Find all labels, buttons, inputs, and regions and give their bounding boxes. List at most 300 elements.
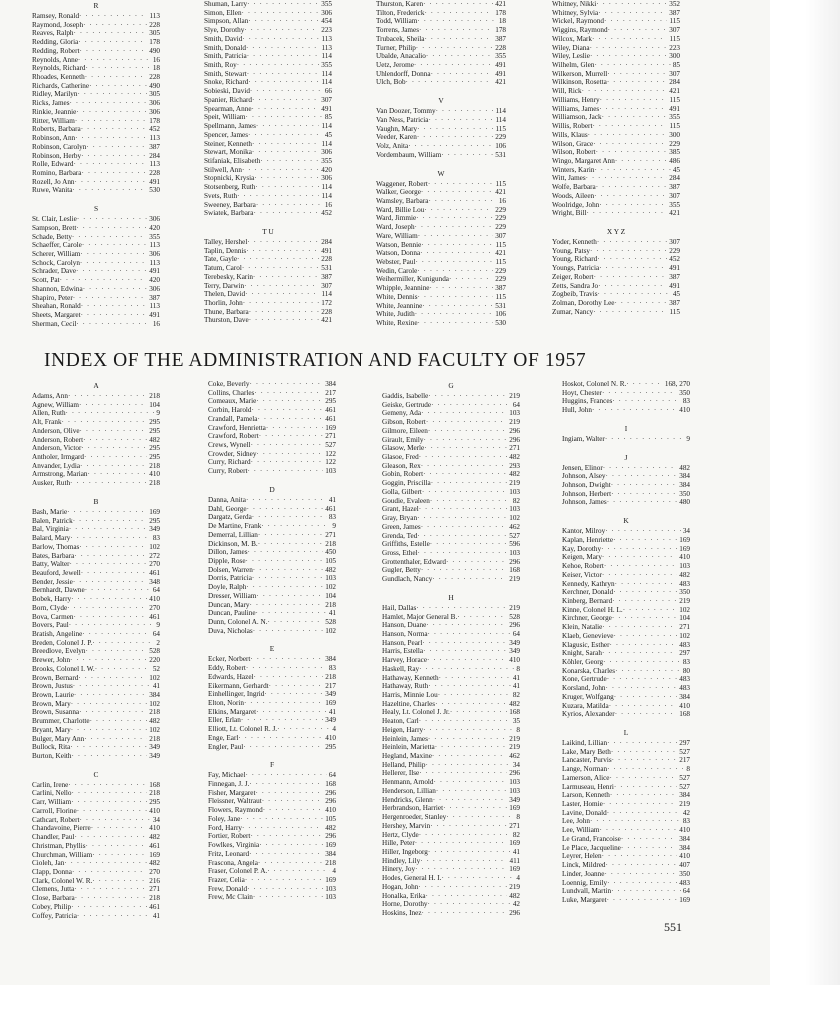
dot-leader [417, 17, 496, 26]
entry-name: Duncan, Mary [208, 600, 250, 609]
entry-name: Swiatek, Barbara [204, 209, 254, 218]
dot-leader [602, 571, 677, 580]
entry-name: Stotsenberg, Ruth [204, 183, 256, 192]
entry-name: Shapiro, Peter [32, 293, 73, 302]
entry-page: 271 [679, 623, 690, 632]
entry-name: Trubacek, Sheila [376, 34, 425, 43]
dot-leader [606, 472, 678, 481]
dot-leader [249, 308, 320, 317]
dot-leader [73, 294, 147, 303]
entry-page: 491 [669, 104, 680, 113]
index-entry [208, 867, 336, 876]
index-entry [32, 569, 160, 578]
entry-page: 300 [669, 130, 680, 139]
index-entry [32, 108, 160, 117]
index-entry [32, 534, 160, 543]
index-entry [204, 35, 332, 44]
index-entry [208, 450, 336, 459]
index-entry [376, 61, 506, 70]
index-entry [32, 311, 160, 320]
entry-page: 352 [669, 0, 680, 8]
dot-leader [81, 569, 148, 578]
dot-leader [247, 238, 319, 247]
entry-page: 384 [149, 691, 160, 699]
index-entry [32, 525, 160, 534]
dot-leader [79, 543, 147, 552]
entry-name: Batty, Walter [32, 560, 70, 569]
index-entry [208, 806, 336, 815]
entry-name: Carlini, Nello [32, 789, 72, 798]
dot-leader [250, 655, 323, 664]
index-entry [32, 894, 160, 903]
entry-name: Fisher, Margaret [208, 788, 256, 797]
dot-leader [252, 406, 324, 415]
index-entry [208, 734, 336, 743]
entry-name: Coffey, Patricia [32, 911, 77, 920]
entry-name: Healy, Lt. Colonel J. Jr. [382, 708, 450, 717]
dot-leader [421, 523, 508, 532]
entry-page: 169 [325, 875, 336, 884]
dot-leader [247, 467, 323, 476]
index-entry [32, 302, 160, 311]
entry-name: Hershey, Marvin [382, 821, 431, 830]
entry-name: Waggener, Robert [376, 179, 428, 188]
dot-leader [246, 113, 323, 122]
dot-leader [446, 813, 514, 822]
entry-page: 349 [509, 795, 520, 804]
dot-leader [418, 883, 507, 892]
dot-leader [85, 73, 148, 82]
dot-leader [242, 264, 319, 273]
dot-leader [80, 427, 148, 436]
entry-name: Watson, Donna [376, 249, 421, 258]
entry-page: 4 [332, 867, 336, 876]
entry-page: 85 [672, 61, 680, 70]
entry-name: Spellmann, James [204, 122, 256, 131]
index-entry [204, 157, 332, 166]
entry-page: 387 [495, 34, 506, 43]
entry-name: Brooks, Colonel I. W. [32, 664, 95, 673]
entry-page: 490 [149, 81, 160, 90]
entry-page: 410 [325, 733, 336, 742]
entry-name: Reaves, Ralph [32, 29, 74, 38]
entry-name: Dickinson, M. B. [208, 539, 258, 548]
dot-leader [594, 273, 668, 282]
index-entry [562, 817, 690, 826]
index-entry [208, 467, 336, 476]
entry-name: Johnson, James [562, 498, 607, 507]
dot-leader [603, 800, 677, 809]
entry-name: Hiller, Ingeborg [382, 847, 428, 856]
entry-name: Terebesky, Karin [204, 272, 253, 281]
entry-name: Anderson, Robert [32, 435, 84, 444]
entry-name: Speit, William [204, 113, 246, 122]
dot-leader [416, 44, 493, 53]
index-entry [382, 479, 520, 488]
dot-leader [613, 536, 677, 545]
dot-leader [612, 614, 677, 623]
dot-leader [246, 583, 323, 592]
entry-page: 114 [321, 290, 332, 299]
page-number: 551 [664, 920, 682, 934]
index-entry [382, 647, 520, 656]
index-entry [204, 192, 332, 201]
entry-name: Comeaux, Marie [208, 397, 257, 406]
entry-name: Harris, Estella [382, 647, 424, 656]
index-entry [382, 401, 520, 410]
dot-leader [256, 592, 323, 601]
entry-name: Simpson, Allan [204, 17, 249, 26]
entry-page: 80 [682, 666, 690, 675]
entry-page: 169 [509, 839, 520, 848]
entry-name: Luke, Margaret [562, 895, 607, 904]
dot-leader [417, 514, 507, 523]
entry-page: 114 [321, 122, 332, 131]
dot-leader [600, 96, 668, 105]
dot-leader [262, 797, 324, 806]
index-column [376, 0, 506, 328]
index-entry [382, 717, 520, 726]
entry-name: Youngs, Patricia [552, 264, 600, 273]
entry-page: 41 [512, 673, 520, 682]
dot-leader [77, 912, 151, 921]
section-spacer [562, 719, 690, 727]
entry-name: Johnson, Alsey [562, 472, 606, 481]
index-entry [382, 639, 520, 648]
entry-name: Ulch, Bob [376, 78, 406, 87]
entry-name: Anvander, Lydia [32, 461, 81, 470]
index-entry [32, 868, 160, 877]
dot-leader [83, 21, 147, 30]
dot-leader [250, 832, 323, 841]
dot-leader [615, 157, 667, 166]
entry-page: 355 [149, 232, 160, 241]
index-entry [382, 848, 520, 857]
dot-leader [246, 557, 324, 566]
index-entry [562, 553, 690, 562]
index-entry [32, 73, 160, 82]
entry-name: Enge, Earl [208, 733, 239, 742]
dot-leader [414, 61, 493, 70]
index-entry [32, 320, 160, 329]
entry-page: 228 [321, 307, 332, 316]
entry-page: 486 [669, 156, 680, 165]
entry-name: Sherman, Cecil [32, 319, 77, 328]
entry-name: Frazer, Celia [208, 875, 245, 884]
entry-name: Kaplan, Henriette [562, 535, 614, 544]
index-entry [562, 739, 690, 748]
dot-leader [254, 174, 319, 183]
index-entry [562, 861, 690, 870]
section-letter: R [93, 1, 99, 10]
dot-leader [434, 778, 508, 787]
dot-leader [252, 148, 319, 157]
dot-leader [421, 462, 507, 471]
dot-leader [594, 166, 670, 175]
index-entry [208, 832, 336, 841]
index-entry [562, 641, 690, 650]
index-entry [382, 409, 520, 418]
index-entry [208, 609, 336, 618]
index-column [204, 0, 332, 325]
entry-page: 168 [679, 710, 690, 719]
index-entry [32, 436, 160, 445]
entry-name: Simon, Ellen [204, 8, 242, 17]
index-entry [208, 664, 336, 673]
entry-page: 355 [321, 61, 332, 70]
dot-leader [428, 848, 511, 857]
dot-leader [416, 214, 493, 223]
index-entry [32, 267, 160, 276]
entry-name: Frew, Mc Clain [208, 893, 253, 902]
entry-page: 228 [321, 255, 332, 264]
entry-name: Spearman, Anne [204, 104, 252, 113]
entry-page: 4 [516, 874, 520, 883]
entry-name: Engler, Paul [208, 742, 244, 751]
entry-name: Tilton, Frederick [376, 8, 425, 17]
dot-leader [74, 833, 147, 842]
entry-name: Curry, Robert [208, 467, 248, 476]
entry-name: Ritter, William [32, 116, 75, 125]
entry-name: Stewart, Monika [204, 148, 252, 157]
section-letter: K [623, 516, 629, 526]
entry-page: 284 [321, 237, 332, 246]
index-entry [32, 824, 160, 833]
entry-name: Huggins, Frances [562, 397, 613, 406]
entry-page: 387 [669, 183, 680, 192]
dot-leader [258, 859, 323, 868]
index-entry [552, 9, 680, 18]
dot-leader [84, 735, 147, 744]
entry-name: Zolman, Dorothy Lee [552, 299, 615, 307]
entry-page: 83 [328, 664, 336, 673]
index-entry [208, 522, 336, 531]
entry-page: 596 [509, 540, 520, 549]
entry-page: 348 [149, 577, 160, 586]
dot-leader [419, 453, 507, 462]
entry-name: Will, Rick [552, 87, 582, 96]
entry-name: Heinlein, James [382, 734, 428, 743]
entry-name: Reynolds, Anne [32, 55, 78, 64]
index-entry [208, 618, 336, 627]
dot-leader [81, 152, 147, 161]
entry-page: 218 [149, 708, 160, 717]
index-entry [32, 250, 160, 259]
dot-leader [92, 851, 147, 860]
index-entry [552, 299, 680, 308]
index-entry [382, 497, 520, 506]
index-entry [376, 0, 506, 9]
entry-name: Bender, Jessie [32, 577, 73, 586]
dot-leader [237, 61, 319, 70]
index-entry [376, 107, 506, 116]
index-entry [562, 498, 690, 507]
dot-leader [71, 798, 147, 807]
index-entry [32, 807, 160, 816]
entry-page: 270 [149, 867, 160, 876]
entry-name: Chandavoine, Pierre [32, 824, 91, 833]
index-entry [32, 613, 160, 622]
dot-leader [596, 148, 668, 157]
index-entry [562, 765, 690, 774]
index-entry [204, 282, 332, 291]
index-entry [382, 735, 520, 744]
dot-leader [92, 877, 147, 886]
index-entry [382, 682, 520, 691]
entry-name: Anderson, Victor [32, 444, 82, 453]
index-entry [32, 691, 160, 700]
index-entry [32, 752, 160, 761]
entry-page: 102 [679, 631, 690, 640]
entry-page: 384 [679, 843, 690, 852]
dot-leader [256, 708, 327, 717]
entry-name: Uhlendorff, Donna [376, 69, 431, 78]
index-entry [32, 186, 160, 195]
index-entry [208, 566, 336, 575]
entry-name: Girault, Emily [382, 435, 424, 444]
index-entry [204, 299, 332, 308]
entry-page: 122 [325, 449, 336, 458]
dot-leader [82, 169, 148, 178]
entry-page: 421 [495, 249, 506, 258]
entry-page: 454 [321, 17, 332, 26]
index-entry [562, 649, 690, 658]
entry-page: 228 [149, 20, 160, 29]
entry-page: 102 [149, 699, 160, 708]
entry-page: 296 [509, 621, 520, 630]
entry-page: 45 [324, 130, 332, 139]
index-entry [382, 505, 520, 514]
entry-name: Shuman, Larry [204, 0, 248, 8]
dot-leader [426, 52, 493, 61]
entry-name: Hamlet, Major General B. [382, 612, 458, 621]
index-entry [32, 665, 160, 674]
index-entry [204, 308, 332, 317]
entry-name: Wilhelm, Glen [552, 61, 595, 70]
dot-leader [607, 739, 677, 748]
dot-leader [252, 105, 320, 114]
dot-leader [611, 887, 681, 896]
index-entry [32, 789, 160, 798]
dot-leader [62, 418, 148, 427]
entry-name: Wiley, Diana [552, 43, 590, 52]
dot-leader [72, 789, 148, 798]
dot-leader [588, 131, 668, 140]
entry-page: 482 [149, 833, 160, 842]
entry-page: 102 [149, 725, 160, 734]
dot-leader [70, 99, 148, 108]
index-entry [208, 797, 336, 806]
index-entry [382, 566, 520, 575]
dot-leader [611, 481, 677, 490]
entry-page: 64 [328, 771, 336, 780]
index-entry [32, 717, 160, 726]
dot-leader [603, 658, 681, 667]
dot-leader [243, 743, 323, 752]
index-entry [204, 78, 332, 87]
entry-page: 169 [679, 544, 690, 553]
index-entry [204, 201, 332, 210]
entry-page: 421 [495, 78, 506, 87]
dot-leader [72, 186, 147, 195]
index-entry [32, 833, 160, 842]
entry-page: 295 [149, 418, 160, 427]
index-entry [552, 264, 680, 273]
entry-name: Lange, Norman [562, 765, 608, 774]
index-entry [382, 900, 520, 909]
dot-leader [418, 293, 494, 302]
index-entry [204, 140, 332, 149]
entry-page: 8 [516, 813, 520, 822]
index-entry [208, 780, 336, 789]
entry-name: Schaeffer, Carole [32, 241, 82, 250]
entry-name: Kantor, Milroy [562, 527, 606, 536]
entry-page: 482 [509, 699, 520, 708]
dot-leader [431, 70, 494, 79]
entry-page: 482 [325, 565, 336, 574]
entry-name: Korsland, John [562, 684, 606, 693]
index-entry [208, 850, 336, 859]
entry-name: Rozell, Jo Ann [32, 177, 75, 186]
entry-name: Wilkinson, Rosetta [552, 78, 607, 87]
dot-leader [242, 166, 319, 175]
entry-name: Geiske, Gertrude [382, 400, 432, 409]
dot-leader [419, 717, 511, 726]
dot-leader [250, 601, 324, 610]
entry-name: Laster, Homie [562, 800, 603, 809]
dot-leader [607, 78, 667, 87]
index-entry [32, 392, 160, 401]
dot-leader [418, 319, 494, 328]
dot-leader [603, 464, 677, 473]
entry-name: Tatum, Carol [204, 264, 242, 273]
entry-name: Ecker, Norbert [208, 655, 251, 664]
dot-leader [79, 12, 147, 21]
index-entry [562, 536, 690, 545]
dot-leader [248, 131, 323, 140]
entry-page: 103 [679, 562, 690, 571]
entry-page: 295 [325, 397, 336, 406]
index-entry [382, 540, 520, 549]
index-entry [562, 870, 690, 879]
entry-name: Beauford, Jewell [32, 568, 81, 577]
dot-leader [421, 188, 493, 197]
dot-leader [612, 597, 677, 606]
entry-name: Sobieski, David [204, 87, 250, 96]
index-entry [32, 444, 160, 453]
dot-leader [251, 441, 324, 450]
entry-page: 229 [495, 133, 506, 142]
entry-name: Danna, Anita [208, 495, 246, 504]
entry-name: Klagusic, Esther [562, 640, 610, 649]
dot-leader [246, 496, 327, 505]
entry-page: 531 [495, 150, 506, 159]
dot-leader [80, 816, 151, 825]
entry-page: 168 [325, 780, 336, 789]
entry-name: Stifaniak, Elisabeth [204, 156, 261, 165]
entry-name: Harris, Minnie Lou [382, 691, 438, 699]
dot-leader [424, 35, 493, 44]
dot-leader [594, 192, 667, 201]
entry-page: 483 [679, 684, 690, 693]
entry-page: 169 [325, 423, 336, 432]
entry-name: Clark, Colonel W. R. [32, 876, 93, 885]
entry-page: 104 [325, 591, 336, 600]
entry-page: 102 [149, 542, 160, 551]
entry-name: Woolridge, John [552, 200, 600, 209]
entry-page: 296 [509, 908, 520, 917]
index-entry [204, 166, 332, 175]
